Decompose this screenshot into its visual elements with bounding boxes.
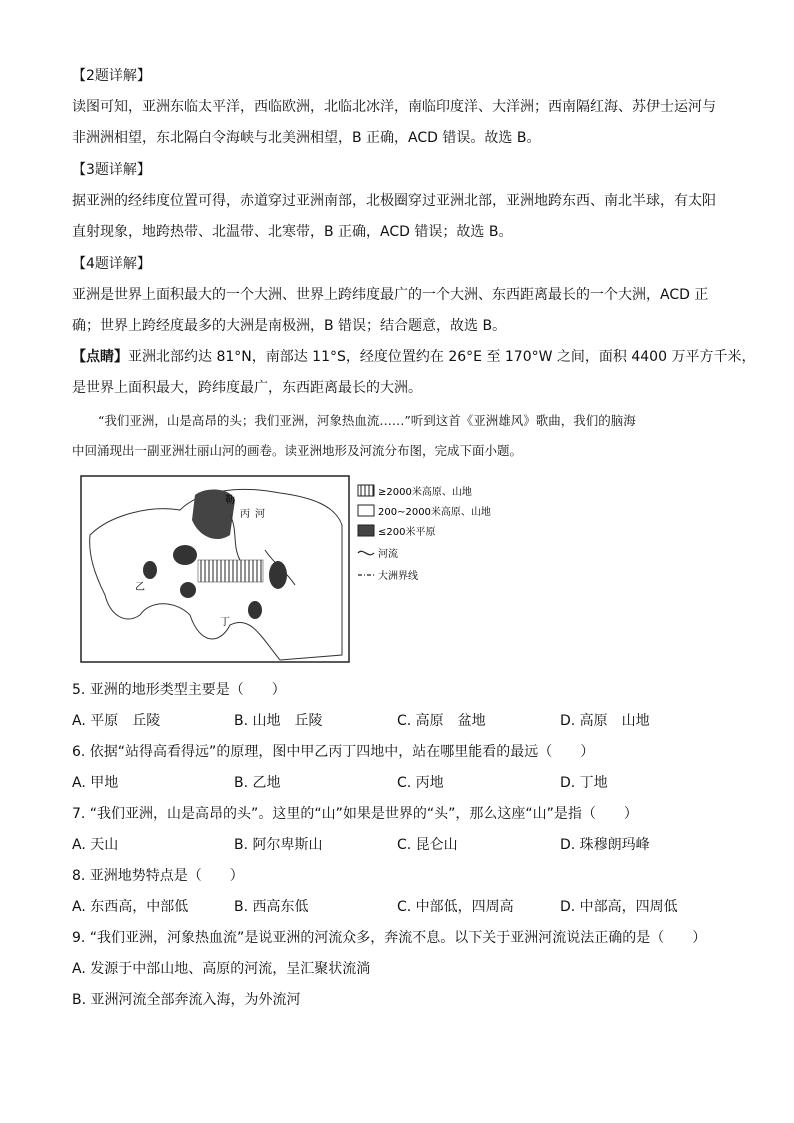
- section-4-heading: 【4题详解】: [72, 256, 151, 272]
- map-legend: [358, 485, 491, 582]
- q5-option-c[interactable]: C. 高原 盆地: [397, 713, 486, 729]
- q5-options: [72, 711, 712, 731]
- legend-label-mid: 200~2000米高原、山地: [378, 507, 491, 518]
- plain-west: [173, 545, 197, 565]
- legend-dark-icon: [358, 525, 374, 536]
- section-3-heading: 【3题详解】: [72, 162, 151, 178]
- q5-stem: 5. 亚洲的地形类型主要是（ ）: [72, 682, 286, 698]
- map-label-le: 勒: [225, 495, 235, 506]
- q5-option-b[interactable]: B. 山地 丘陵: [234, 713, 323, 729]
- intro-line1: “我们亚洲，山是高昂的头；我们亚洲，河象热血流……”听到这首《亚洲雄风》歌曲，我们的脑海: [98, 413, 636, 428]
- q6-stem: 6. 依据“站得高看得远”的原理，图中甲乙丙丁四地中，站在哪里能看的最远（ ）: [72, 744, 595, 760]
- q7-option-a[interactable]: A. 天山: [72, 837, 119, 853]
- plain-indochina: [248, 601, 262, 619]
- q6-option-d[interactable]: D. 丁地: [560, 775, 608, 791]
- q6-option-c[interactable]: C. 丙地: [397, 775, 444, 791]
- map-label-he: 河: [255, 509, 265, 520]
- q7-option-c[interactable]: C. 昆仑山: [397, 837, 458, 853]
- legend-label-high: ≥2000米高原、山地: [378, 487, 472, 498]
- legend-hatch-icon: [358, 485, 374, 496]
- q7-option-d[interactable]: D. 珠穆朗玛峰: [560, 837, 650, 853]
- map-label-ding: 丁: [220, 617, 230, 628]
- map-label-bing: 丙: [240, 509, 250, 520]
- q8-option-d[interactable]: D. 中部高，四周低: [560, 899, 678, 915]
- section-3-text-line2: 直射现象，地跨热带、北温带、北寒带，B 正确，ACD 错误；故选 B。: [72, 224, 513, 240]
- section-2-heading: 【2题详解】: [72, 68, 151, 84]
- dianjing-line1: [72, 347, 755, 367]
- legend-label-boundary: 大洲界线: [378, 571, 418, 582]
- q8-options: [72, 897, 712, 917]
- dianjing-line2: 是世界上面积最大，跨纬度最广，东西距离最长的大洲。: [72, 380, 422, 396]
- dianjing-label: 【点睛】: [72, 349, 128, 365]
- q8-option-a[interactable]: A. 东西高，中部低: [72, 899, 189, 915]
- legend-wave-icon: [358, 551, 374, 554]
- q9-stem: 9. “我们亚洲，河象热血流”是说亚洲的河流众多，奔流不息。以下关于亚洲河流说法正确的是（ ）: [72, 930, 707, 946]
- section-3-text-line1: 据亚洲的经纬度位置可得，赤道穿过亚洲南部，北极圈穿过亚洲北部，亚洲地跨东西、南北半球，有太阳: [72, 193, 716, 209]
- q8-option-b[interactable]: B. 西高东低: [234, 899, 309, 915]
- section-2-text-line2: 非洲洲相望，东北隔白令海峡与北美洲相望，B 正确，ACD 错误。故选 B。: [72, 130, 541, 146]
- plain-mesopotamia: [143, 561, 157, 579]
- q8-stem: 8. 亚洲地势特点是（ ）: [72, 868, 244, 884]
- q6-option-b[interactable]: B. 乙地: [234, 775, 281, 791]
- q9-option-a[interactable]: A. 发源于中部山地、高原的河流，呈汇聚状流淌: [72, 961, 371, 977]
- legend-label-plain: ≤200米平原: [378, 527, 436, 538]
- map-label-yi: 乙: [135, 582, 145, 593]
- q6-options: [72, 773, 712, 793]
- q8-option-c[interactable]: C. 中部低，四周高: [397, 899, 514, 915]
- dianjing-text: 亚洲北部约达 81°N，南部达 11°S，经度位置约在 26°E 至 170°W 之间，面积 4400 万平方千米，: [128, 349, 756, 365]
- intro-line2: 中回涌现出一副亚洲壮丽山河的画卷。读亚洲地形及河流分布图，完成下面小题。: [72, 443, 523, 458]
- section-4-text-line2: 确；世界上跨经度最多的大洲是南极洲，B 错误；结合题意，故选 B。: [72, 318, 507, 334]
- q9-option-b[interactable]: B. 亚洲河流全部奔流入海，为外流河: [72, 992, 301, 1008]
- legend-blank-icon: [358, 505, 374, 516]
- section-4-text-line1: 亚洲是世界上面积最大的一个大洲、世界上跨纬度最广的一个大洲、东西距离最长的一个大洲，ACD 正: [72, 287, 709, 303]
- q5-option-a[interactable]: A. 平原 丘陵: [72, 713, 161, 729]
- q5-option-d[interactable]: D. 高原 山地: [560, 713, 650, 729]
- legend-label-river: 河流: [378, 549, 398, 560]
- asia-terrain-river-map: [80, 475, 660, 665]
- tibet-plateau-hatch: [198, 560, 263, 582]
- q6-option-a[interactable]: A. 甲地: [72, 775, 119, 791]
- plain-indus: [180, 582, 196, 598]
- section-2-text-line1: 读图可知，亚洲东临太平洋，西临欧洲，北临北冰洋，南临印度洋、大洋洲；西南隔红海、苏伊士运河与: [72, 99, 716, 115]
- q7-options: [72, 835, 712, 855]
- q7-option-b[interactable]: B. 阿尔卑斯山: [234, 837, 323, 853]
- q7-stem: 7. “我们亚洲，山是高昂的头”。这里的“山”如果是世界的“头”，那么这座“山”是指（ ）: [72, 806, 638, 822]
